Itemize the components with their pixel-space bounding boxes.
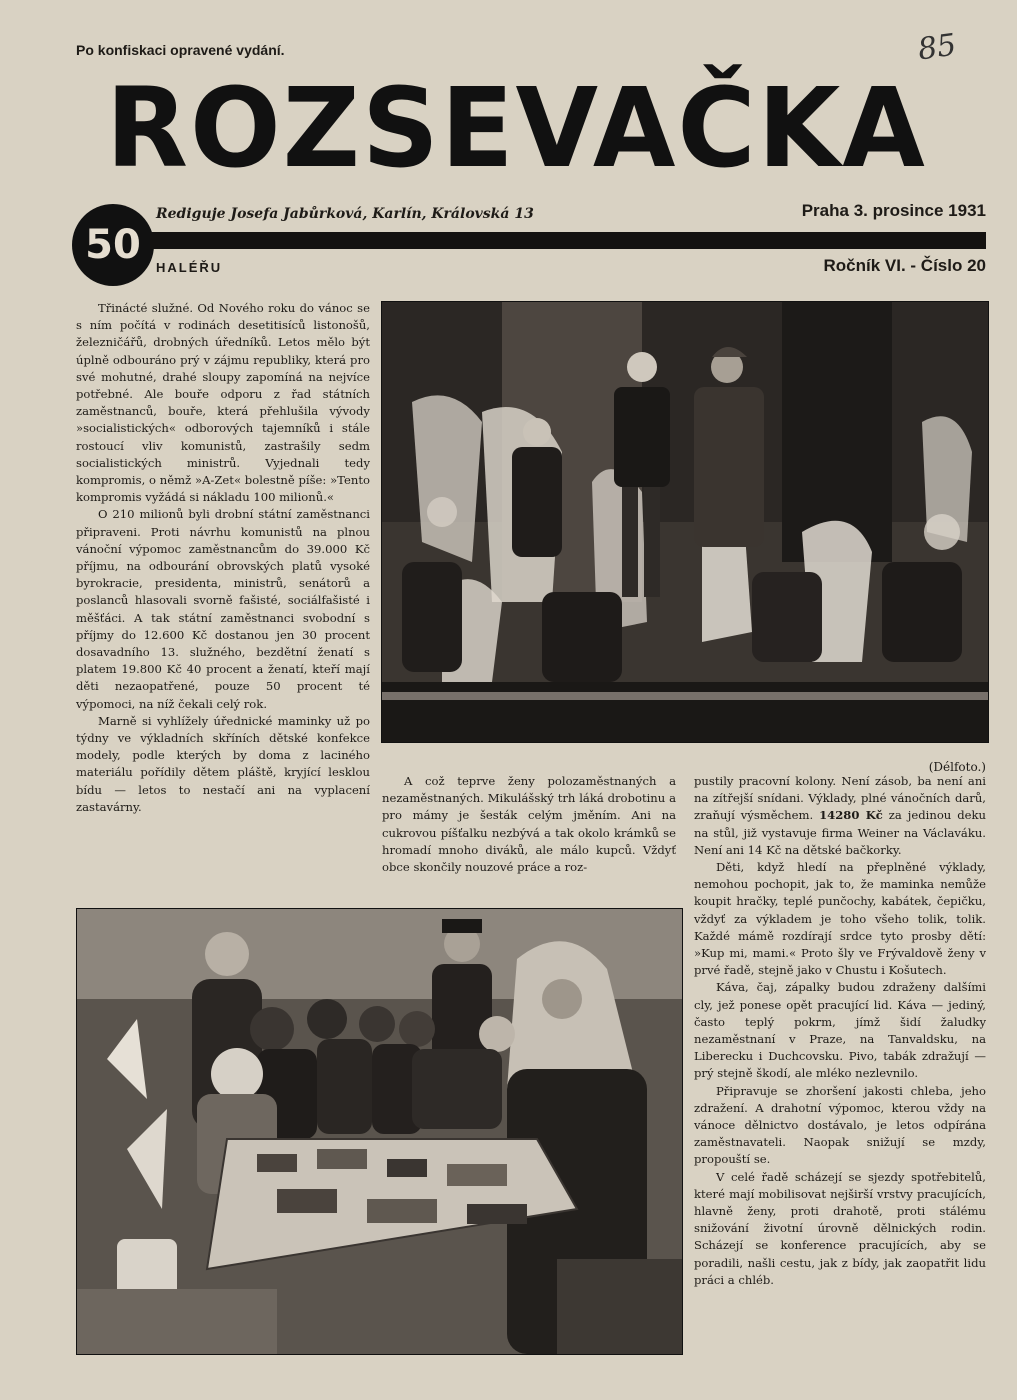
editor-line: Rediguje Josefa Jabůrková, Karlín, Královská 13 bbox=[156, 206, 534, 222]
photo-credit: (Délfoto.) bbox=[928, 760, 986, 774]
handwritten-number: 85 bbox=[915, 27, 959, 68]
price-highlight: 14280 Kč bbox=[819, 808, 883, 823]
issue-date: Praha 3. prosince 1931 bbox=[801, 201, 986, 220]
paragraph: V celé řadě scházejí se sjezdy spotřebitelů, které mají mobilisovat nejširší vrstvy pracujících, hlavně ženy, proti drahotě, proti stálému snižování životní úrovně dělnických rodin. Scházejí se konference pracujících, aby se poradili, našli cestu, jak z bídy, jak zaopatřit lidu práci a chléb. bbox=[694, 1169, 986, 1287]
market-crowd-illustration bbox=[77, 909, 682, 1354]
confiscation-notice: Po konfiskaci opravené vydání. bbox=[76, 42, 285, 58]
article-column-3 bbox=[694, 773, 986, 1289]
market-stall-photo bbox=[76, 908, 683, 1355]
masthead-rule bbox=[150, 232, 986, 249]
paragraph: Káva, čaj, zápalky budou zdraženy dalšími cly, jež ponese opět pracující lid. Káva — jediný, často teplý pokrm, jímž šidí žaludky nezaměstnaní v Praze, na Tanvaldsku, na Liberecku i Duchcovsku. Pivo, tabák zdražují — prý stejně škodí, ale mléko nezlevnilo. bbox=[694, 980, 986, 1081]
text-run: za jedinou deku na stůl, již vystavuje firma Weiner na Václaváku. Není ani 14 Kč na dětské bačkorky. bbox=[694, 808, 986, 857]
paragraph: Děti, když hledí na přeplněné výklady, nemohou pochopit, jak to, že maminka nemůže koupit hračky, teplé punčochy, kabátek, čepičku, vždyť za výkladem je toho všeho tolik, tolik. Každé mámě rozdírají srdce tyto prosby dětí: »Kup mi, mami.« Proto šly ve Frývaldově ženy v prvé řadě, stejně jako v Chustu i Košutech. bbox=[694, 860, 986, 978]
paragraph: Marně si vyhlížely úřednické maminky už po týdny ve výkladních skříních dětské konfekce modely, podle kterých by doma z laciného materiálu pořídily dětem pláště, kryjící lesklou bídu — letos to nestačí ani na vyplacení zastavárny. bbox=[76, 713, 370, 814]
article-column-2 bbox=[382, 773, 676, 876]
text-run: pustily pracovní kolony. Není zásob, ba není ani na zítřejší snídani. Výklady, plné vánočních darů, zraňují výsměchem. bbox=[694, 774, 986, 823]
paragraph: Třinácté služné. Od Nového roku do vánoc se s ním počítá v rodinách desetitisíců listonošů, železničářů, drobných úředníků. Letos mělo být úplně odbouráno prý v zájmu republiky, která pro své mohutné, drahé sloupy zapomíná na nejvíce potřebné. Ale bouře odporu z řad státních zaměstnanců, bouře, která přehlušila vývody »socialistických« odborových tajemníků i stále rostoucí vliv komunistů, zastrašily sedm socialistických ministrů. Vyjednali tedy kompromis, o němž »A-Zet« bolestně píše: »Tento kompromis vyžádá si nákladu 100 milionů.« bbox=[76, 301, 370, 505]
price-number: 50 bbox=[85, 222, 141, 268]
paragraph: O 210 milionů byli drobní státní zaměstnanci připraveni. Proti návrhu komunistů na plnou vánoční výpomoc zaměstnancům do 39.000 Kč příjmu, na odbourání obrovských platů vysoké byrokracie, presidenta, ministrů, senátorů a poslanců hlasovali svorně fašisté, sociálfašisté i měšťáci. A tak státní zaměstnanci svobodní s příjmy do 12.600 Kč dostanou jen 30 procent dosavadního 13. služného, bezdětní ženatí s platem 19.800 Kč 40 procent a ženatí, kteří mají děti nezaopatřené, pouze 50 procent té výpomoci, na níž čekali celý rok. bbox=[76, 507, 370, 711]
shop-window-photo bbox=[381, 301, 989, 743]
issue-number: Ročník VI. - Číslo 20 bbox=[823, 256, 986, 275]
price-unit: HALÉŘU bbox=[156, 260, 223, 275]
masthead-title: ROZSEVAČKA bbox=[105, 64, 927, 192]
shop-window-illustration bbox=[382, 302, 988, 742]
article-column-1 bbox=[76, 300, 370, 816]
price-badge bbox=[72, 204, 154, 286]
paragraph: A což teprve ženy polozaměstnaných a nezaměstnaných. Mikulášský trh láká drobotinu a pro mámy je šesták celým jměním. Ani na cukrovou píšťalku nezbývá a tak okolo krámků se hromadí mnoho diváků, ale málo kupců. Vždyť obce skončily nouzové práce a roz- bbox=[382, 774, 676, 875]
paragraph: Připravuje se zhoršení jakosti chleba, jeho zdražení. A drahotní výpomoc, kterou vždy na vánoce dělnictvo dostávalo, je letos odpírána zaměstnavateli. Naopak snižují se mzdy, propouští se. bbox=[694, 1083, 986, 1167]
paragraph-continued bbox=[694, 773, 986, 859]
